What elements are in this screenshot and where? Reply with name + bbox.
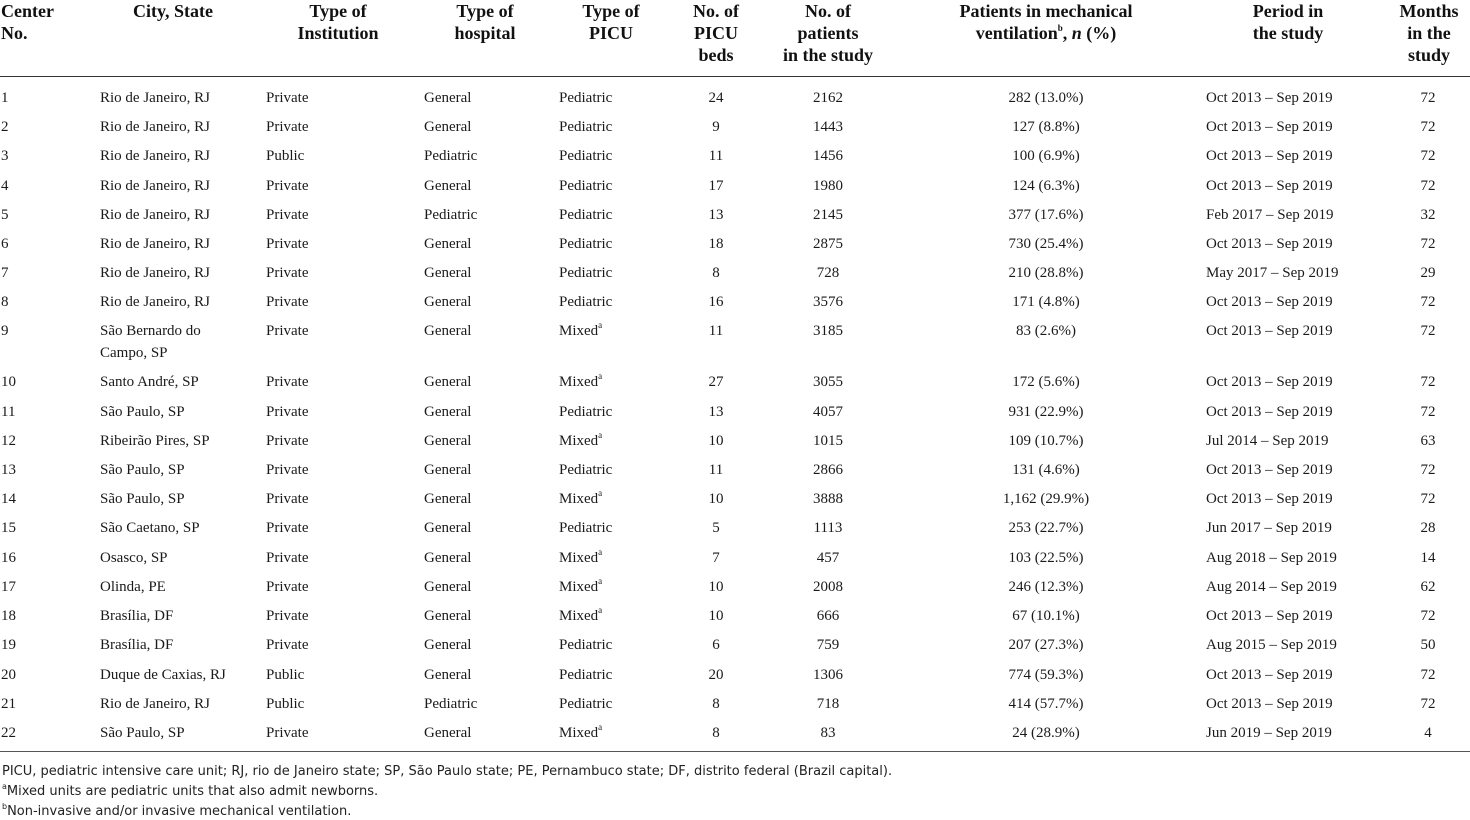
cell-city-state: Olinda, PE	[100, 579, 166, 595]
cell-period: Oct 2013 – Sep 2019	[1206, 178, 1333, 194]
header-type-hospital: Type of hospital	[454, 1, 516, 43]
cell-months: 14	[1420, 550, 1436, 566]
cell-mechanical-ventilation: 124 (6.3%)	[1012, 178, 1080, 194]
cell-months: 72	[1420, 404, 1436, 420]
cell-hospital: General	[424, 119, 472, 135]
cell-mechanical-ventilation: 931 (22.9%)	[1008, 404, 1084, 420]
footnote-a-mark: a	[598, 576, 603, 586]
cell-city-state: São Caetano, SP	[100, 520, 200, 536]
cell-city-state: Rio de Janeiro, RJ	[100, 119, 210, 135]
cell-period: Jun 2017 – Sep 2019	[1206, 520, 1332, 536]
cell-mechanical-ventilation: 414 (57.7%)	[1008, 696, 1084, 712]
cell-center-no: 6	[1, 236, 9, 252]
cell-institution: Private	[266, 178, 309, 194]
cell-institution: Private	[266, 520, 309, 536]
cell-institution: Private	[266, 404, 309, 420]
cell-picu-beds: 13	[708, 207, 724, 223]
cell-center-no: 7	[1, 265, 9, 281]
cell-months: 28	[1420, 520, 1436, 536]
footnote-a-mark: a	[598, 722, 603, 732]
cell-institution: Private	[266, 608, 309, 624]
cell-picu-type: Pediatric	[559, 119, 613, 135]
cell-patients: 2008	[813, 579, 843, 595]
cell-period: Aug 2015 – Sep 2019	[1206, 637, 1337, 653]
cell-months: 29	[1420, 265, 1436, 281]
footnote-a-mark: a	[598, 547, 603, 557]
header-period: Period in the study	[1252, 1, 1324, 43]
cell-city-state: Rio de Janeiro, RJ	[100, 207, 210, 223]
cell-hospital: General	[424, 520, 472, 536]
header-mechanical-ventilation: Patients in mechanical ventilation$^b$, n (%)	[959, 1, 1133, 43]
cell-patients: 2162	[813, 90, 843, 106]
cell-city-state: São Paulo, SP	[100, 491, 185, 507]
footnote-a-mark: a	[598, 605, 603, 615]
cell-patients: 3185	[813, 323, 843, 339]
cell-picu-beds: 10	[708, 579, 724, 595]
cell-hospital: General	[424, 579, 472, 595]
cell-picu-type: Pediatric	[559, 404, 613, 420]
cell-center-no: 16	[1, 550, 16, 566]
cell-patients: 1015	[813, 433, 843, 449]
header-picu-beds: No. of PICU beds	[693, 1, 739, 65]
cell-city-state: São Paulo, SP	[100, 462, 185, 478]
cell-picu-beds: 10	[708, 491, 724, 507]
cell-city-state: São Bernardo do Campo, SP	[100, 323, 201, 361]
cell-picu-beds: 24	[708, 90, 724, 106]
cell-period: Aug 2018 – Sep 2019	[1206, 550, 1337, 566]
cell-mechanical-ventilation: 1,162 (29.9%)	[1002, 491, 1090, 507]
cell-period: Oct 2013 – Sep 2019	[1206, 696, 1333, 712]
cell-city-state: Santo André, SP	[100, 374, 199, 390]
cell-picu-beds: 8	[712, 265, 720, 281]
cell-mechanical-ventilation: 131 (4.6%)	[1012, 462, 1080, 478]
cell-city-state: Osasco, SP	[100, 550, 168, 566]
cell-city-state: Rio de Janeiro, RJ	[100, 294, 210, 310]
cell-patients: 1306	[813, 667, 843, 683]
cell-mechanical-ventilation: 377 (17.6%)	[1008, 207, 1084, 223]
cell-patients: 2145	[813, 207, 843, 223]
cell-hospital: General	[424, 178, 472, 194]
cell-institution: Private	[266, 374, 309, 390]
cell-city-state: Rio de Janeiro, RJ	[100, 178, 210, 194]
cell-period: Oct 2013 – Sep 2019	[1206, 374, 1333, 390]
header-type-institution: Type of Institution	[297, 1, 379, 43]
cell-institution: Private	[266, 207, 309, 223]
cell-center-no: 14	[1, 491, 16, 507]
cell-period: Oct 2013 – Sep 2019	[1206, 90, 1333, 106]
cell-center-no: 19	[1, 637, 16, 653]
cell-hospital: General	[424, 323, 472, 339]
cell-hospital: General	[424, 462, 472, 478]
cell-institution: Public	[266, 667, 305, 683]
cell-picu-beds: 10	[708, 433, 724, 449]
cell-center-no: 4	[1, 178, 9, 194]
cell-period: Jul 2014 – Sep 2019	[1206, 433, 1329, 449]
cell-hospital: General	[424, 667, 472, 683]
cell-picu-type: Mixed$^a$	[559, 605, 603, 624]
cell-patients: 718	[816, 696, 840, 712]
cell-center-no: 12	[1, 433, 16, 449]
cell-period: Oct 2013 – Sep 2019	[1206, 462, 1333, 478]
cell-months: 72	[1420, 696, 1436, 712]
cell-months: 72	[1420, 374, 1436, 390]
cell-center-no: 17	[1, 579, 16, 595]
cell-months: 4	[1424, 725, 1432, 741]
footnote-abbreviations: PICU, pediatric intensive care unit; RJ, rio de Janeiro state; SP, São Paulo state; PE, Pernambuco state; DF, distrito federal (Brazil capital).	[2, 764, 893, 779]
cell-hospital: General	[424, 433, 472, 449]
cell-mechanical-ventilation: 210 (28.8%)	[1008, 265, 1084, 281]
cell-hospital: General	[424, 90, 472, 106]
footnote-a-mark: a	[598, 430, 603, 440]
cell-picu-beds: 8	[712, 696, 720, 712]
cell-hospital: General	[424, 265, 472, 281]
cell-center-no: 8	[1, 294, 9, 310]
cell-picu-beds: 10	[708, 608, 724, 624]
cell-period: Aug 2014 – Sep 2019	[1206, 579, 1337, 595]
cell-picu-type: Pediatric	[559, 265, 613, 281]
cell-patients: 1443	[813, 119, 843, 135]
cell-city-state: Rio de Janeiro, RJ	[100, 90, 210, 106]
cell-picu-type: Mixed$^a$	[559, 488, 603, 507]
cell-months: 72	[1420, 462, 1436, 478]
cell-city-state: Brasília, DF	[100, 637, 174, 653]
cell-picu-type: Pediatric	[559, 667, 613, 683]
cell-city-state: Rio de Janeiro, RJ	[100, 265, 210, 281]
cell-picu-type: Mixed$^a$	[559, 722, 603, 741]
cell-institution: Private	[266, 294, 309, 310]
cell-picu-beds: 6	[712, 637, 720, 653]
cell-patients: 2866	[813, 462, 843, 478]
cell-period: Oct 2013 – Sep 2019	[1206, 323, 1333, 339]
cell-patients: 3055	[813, 374, 843, 390]
header-type-picu: Type of PICU	[582, 1, 640, 43]
footnote-a-mark: a	[598, 371, 603, 381]
cell-hospital: Pediatric	[424, 207, 478, 223]
cell-patients: 83	[820, 725, 836, 741]
cell-hospital: General	[424, 550, 472, 566]
cell-center-no: 15	[1, 520, 16, 536]
cell-period: May 2017 – Sep 2019	[1206, 265, 1339, 281]
cell-picu-beds: 5	[712, 520, 720, 536]
footnote-b: $^b$Non-invasive and/or invasive mechanical ventilation.	[2, 801, 352, 819]
cell-hospital: General	[424, 404, 472, 420]
cell-mechanical-ventilation: 730 (25.4%)	[1008, 236, 1084, 252]
cell-center-no: 18	[1, 608, 16, 624]
cell-mechanical-ventilation: 246 (12.3%)	[1008, 579, 1084, 595]
cell-center-no: 22	[1, 725, 16, 741]
cell-institution: Public	[266, 148, 305, 164]
cell-picu-type: Pediatric	[559, 148, 613, 164]
cell-picu-beds: 7	[712, 550, 720, 566]
cell-picu-type: Mixed$^a$	[559, 371, 603, 390]
cell-picu-beds: 11	[708, 148, 724, 164]
cell-picu-type: Pediatric	[559, 178, 613, 194]
cell-center-no: 20	[1, 667, 16, 683]
cell-mechanical-ventilation: 109 (10.7%)	[1008, 433, 1084, 449]
cell-hospital: General	[424, 637, 472, 653]
cell-center-no: 10	[1, 374, 16, 390]
cell-center-no: 2	[1, 119, 9, 135]
cell-months: 72	[1420, 667, 1436, 683]
cell-patients: 4057	[813, 404, 843, 420]
cell-institution: Private	[266, 579, 309, 595]
header-city-state: City, State	[133, 1, 213, 21]
footnote-a-mark: a	[598, 488, 603, 498]
cell-picu-type: Mixed$^a$	[559, 576, 603, 595]
cell-hospital: Pediatric	[424, 148, 478, 164]
cell-mechanical-ventilation: 67 (10.1%)	[1012, 608, 1080, 624]
cell-period: Oct 2013 – Sep 2019	[1206, 119, 1333, 135]
cell-picu-type: Pediatric	[559, 207, 613, 223]
cell-months: 72	[1420, 90, 1436, 106]
cell-patients: 728	[816, 265, 840, 281]
cell-patients: 2875	[813, 236, 843, 252]
cell-mechanical-ventilation: 103 (22.5%)	[1008, 550, 1084, 566]
table-bottom-rule	[0, 751, 1470, 752]
cell-months: 32	[1420, 207, 1436, 223]
cell-institution: Private	[266, 637, 309, 653]
cell-period: Oct 2013 – Sep 2019	[1206, 608, 1333, 624]
cell-institution: Private	[266, 119, 309, 135]
footnote-b-mark: b	[1057, 23, 1063, 33]
cell-center-no: 3	[1, 148, 9, 164]
cell-patients: 759	[816, 637, 840, 653]
cell-picu-beds: 16	[708, 294, 724, 310]
footnote-a: $^a$Mixed units are pediatric units that also admit newborns.	[2, 781, 379, 799]
cell-institution: Private	[266, 550, 309, 566]
cell-city-state: São Paulo, SP	[100, 725, 185, 741]
cell-city-state: Rio de Janeiro, RJ	[100, 696, 210, 712]
cell-center-no: 11	[1, 404, 16, 420]
cell-institution: Private	[266, 90, 309, 106]
cell-months: 72	[1420, 323, 1436, 339]
cell-mechanical-ventilation: 253 (22.7%)	[1008, 520, 1084, 536]
cell-picu-type: Pediatric	[559, 637, 613, 653]
cell-mechanical-ventilation: 83 (2.6%)	[1016, 323, 1076, 339]
cell-institution: Private	[266, 491, 309, 507]
cell-picu-type: Mixed$^a$	[559, 430, 603, 449]
cell-city-state: Ribeirão Pires, SP	[100, 433, 210, 449]
cell-months: 50	[1420, 637, 1436, 653]
cell-period: Oct 2013 – Sep 2019	[1206, 667, 1333, 683]
cell-center-no: 21	[1, 696, 16, 712]
cell-picu-beds: 11	[708, 462, 724, 478]
cell-period: Jun 2019 – Sep 2019	[1206, 725, 1332, 741]
cell-institution: Private	[266, 462, 309, 478]
cell-patients: 1113	[813, 520, 843, 536]
cell-hospital: General	[424, 374, 472, 390]
cell-mechanical-ventilation: 207 (27.3%)	[1008, 637, 1084, 653]
cell-picu-beds: 27	[708, 374, 724, 390]
header-center-no: Center No.	[1, 1, 54, 43]
cell-period: Oct 2013 – Sep 2019	[1206, 236, 1333, 252]
cell-months: 72	[1420, 178, 1436, 194]
cell-patients: 457	[816, 550, 840, 566]
cell-months: 62	[1420, 579, 1436, 595]
cell-picu-type: Pediatric	[559, 294, 613, 310]
cell-hospital: General	[424, 236, 472, 252]
cell-picu-type: Pediatric	[559, 462, 613, 478]
cell-city-state: Rio de Janeiro, RJ	[100, 148, 210, 164]
cell-picu-beds: 11	[708, 323, 724, 339]
cell-picu-type: Mixed$^a$	[559, 320, 603, 339]
cell-mechanical-ventilation: 100 (6.9%)	[1012, 148, 1080, 164]
cell-center-no: 9	[1, 323, 9, 339]
cell-hospital: General	[424, 725, 472, 741]
cell-institution: Private	[266, 236, 309, 252]
cell-months: 72	[1420, 119, 1436, 135]
cell-mechanical-ventilation: 282 (13.0%)	[1008, 90, 1084, 106]
cell-hospital: General	[424, 491, 472, 507]
cell-period: Oct 2013 – Sep 2019	[1206, 404, 1333, 420]
cell-period: Feb 2017 – Sep 2019	[1206, 207, 1334, 223]
cell-picu-beds: 20	[708, 667, 724, 683]
cell-patients: 3888	[813, 491, 843, 507]
cell-mechanical-ventilation: 774 (59.3%)	[1008, 667, 1084, 683]
cell-months: 72	[1420, 148, 1436, 164]
cell-hospital: Pediatric	[424, 696, 478, 712]
cell-period: Oct 2013 – Sep 2019	[1206, 294, 1333, 310]
footnote-a-mark: a	[598, 320, 603, 330]
cell-mechanical-ventilation: 171 (4.8%)	[1012, 294, 1080, 310]
cell-hospital: General	[424, 294, 472, 310]
cell-months: 72	[1420, 294, 1436, 310]
cell-picu-beds: 13	[708, 404, 724, 420]
cell-center-no: 5	[1, 207, 9, 223]
cell-mechanical-ventilation: 127 (8.8%)	[1012, 119, 1080, 135]
cell-months: 72	[1420, 608, 1436, 624]
table-header	[0, 0, 1470, 77]
cell-institution: Private	[266, 725, 309, 741]
cell-months: 72	[1420, 491, 1436, 507]
cell-patients: 666	[816, 608, 840, 624]
cell-city-state: Brasília, DF	[100, 608, 174, 624]
header-months: Months in the study	[1399, 1, 1459, 65]
cell-institution: Public	[266, 696, 305, 712]
cell-picu-type: Pediatric	[559, 696, 613, 712]
cell-institution: Private	[266, 265, 309, 281]
cell-center-no: 13	[1, 462, 16, 478]
cell-mechanical-ventilation: 24 (28.9%)	[1012, 725, 1080, 741]
cell-picu-type: Pediatric	[559, 520, 613, 536]
cell-period: Oct 2013 – Sep 2019	[1206, 491, 1333, 507]
cell-mechanical-ventilation: 172 (5.6%)	[1012, 374, 1080, 390]
cell-patients: 1456	[813, 148, 843, 164]
cell-city-state: Duque de Caxias, RJ	[100, 667, 226, 683]
cell-period: Oct 2013 – Sep 2019	[1206, 148, 1333, 164]
cell-picu-beds: 8	[712, 725, 720, 741]
cell-patients: 1980	[813, 178, 843, 194]
cell-picu-type: Pediatric	[559, 236, 613, 252]
cell-picu-type: Mixed$^a$	[559, 547, 603, 566]
cell-institution: Private	[266, 323, 309, 339]
cell-months: 72	[1420, 236, 1436, 252]
cell-city-state: Rio de Janeiro, RJ	[100, 236, 210, 252]
cell-months: 63	[1420, 433, 1436, 449]
header-patients-study: No. of patients in the study	[782, 1, 874, 65]
cell-picu-beds: 9	[712, 119, 720, 135]
cell-picu-type: Pediatric	[559, 90, 613, 106]
cell-institution: Private	[266, 433, 309, 449]
cell-city-state: São Paulo, SP	[100, 404, 185, 420]
cell-picu-beds: 18	[708, 236, 724, 252]
cell-hospital: General	[424, 608, 472, 624]
cell-center-no: 1	[1, 90, 9, 106]
cell-picu-beds: 17	[708, 178, 724, 194]
cell-patients: 3576	[813, 294, 843, 310]
